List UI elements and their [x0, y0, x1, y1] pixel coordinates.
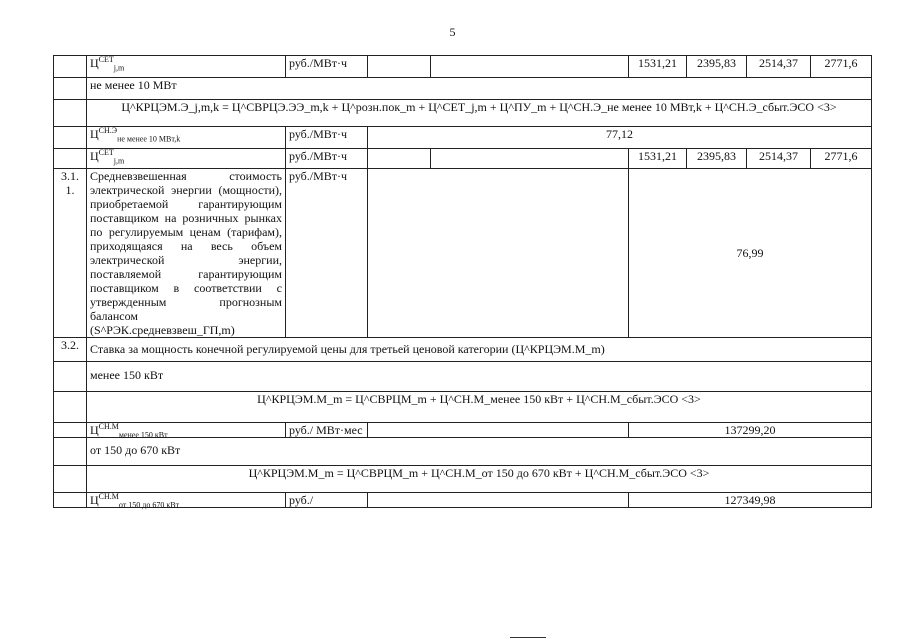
table-row [54, 423, 872, 438]
page-footer-mark [510, 637, 546, 638]
value-cell: 2514,37 [747, 56, 811, 78]
table-row [54, 100, 872, 127]
row-number-cell [54, 466, 87, 493]
section-label: менее 150 кВт [87, 362, 872, 392]
section-heading: Ставка за мощность конечной регулируемой цены для третьей ценовой категории (Ц^КРЦЭМ.М_m) [87, 338, 872, 362]
unit-cell: руб./МВт·ч [286, 169, 368, 338]
empty-cell [431, 56, 629, 78]
value-cell: 77,12 [368, 127, 872, 149]
value-cell: 2771,6 [811, 56, 872, 78]
unit-cell: руб./ МВт·мес [286, 423, 368, 438]
row-number-cell [54, 493, 87, 508]
formula: Ц^КРЦЭМ.М_m = Ц^СВРЦМ_m + Ц^СН.М_менее 150 кВт + Ц^СН.М_сбыт.ЭСО <3> [87, 392, 872, 423]
row-number-cell: 3.1. 1. [54, 169, 87, 338]
value-cell: 2514,37 [747, 149, 811, 169]
formula: Ц^КРЦЭМ.Э_j,m,k = Ц^СВРЦЭ.ЭЭ_m,k + Ц^розн.пок_m + Ц^СЕТ_j,m + Ц^ПУ_m + Ц^СН.Э_не менее 10 МВт,k + Ц^СН.Э_сбыт.ЭСО <3> [87, 100, 872, 127]
row-number-cell [54, 100, 87, 127]
row-number-cell [54, 423, 87, 438]
value-cell: 1531,21 [629, 149, 687, 169]
value-cell: 2771,6 [811, 149, 872, 169]
table-row [54, 127, 872, 149]
empty-cell [368, 149, 431, 169]
empty-cell [368, 493, 629, 508]
page-number: 5 [449, 25, 456, 39]
row-number-cell [54, 149, 87, 169]
symbol-cell: $Ц^{СЕТ}_{j,m}$ [87, 56, 286, 78]
row-number-cell [54, 78, 87, 100]
unit-cell: руб./МВт·ч [286, 56, 368, 78]
table-row [54, 392, 872, 423]
table-row [54, 169, 872, 338]
symbol-cell: $Ц^{СН.М}_{менее 150 кВт}$ [87, 423, 286, 438]
table-row [54, 338, 872, 362]
row-number-cell [54, 362, 87, 392]
empty-cell [368, 423, 629, 438]
row-number-cell [54, 438, 87, 466]
row-number-cell [54, 56, 87, 78]
table-row [54, 56, 872, 78]
balance-symbol: (S^РЭК.средневзвеш_ГП,m) [90, 323, 235, 337]
symbol-cell: $Ц^{СН.М}_{от 150 до 670 кВт}$ [87, 493, 286, 508]
value-cell: 1531,21 [629, 56, 687, 78]
table-row [54, 78, 872, 100]
table-row [54, 438, 872, 466]
formula: Ц^КРЦЭМ.М_m = Ц^СВРЦМ_m + Ц^СН.М_от 150 до 670 кВт + Ц^СН.М_сбыт.ЭСО <3> [87, 466, 872, 493]
symbol-cell: $Ц^{СН.Э}_{не менее 10 МВт,k}$ [87, 127, 286, 149]
description-cell: Средневзвешенная стоимость электрической энергии (мощности), приобретаемой гарантирующим поставщиком на розничных рынках по регулируемым ценам (тарифам), приходящаяся на весь объем электрической энергии, поставляемой гарантирующим поставщиком в соответствии с утвержденным прогнозным балансом (S^РЭК.средневзвеш_ГП,m) [87, 169, 286, 338]
table-row [54, 362, 872, 392]
value-cell: 2395,83 [687, 56, 747, 78]
table-row [54, 149, 872, 169]
section-label: от 150 до 670 кВт [87, 438, 872, 466]
row-number-cell: 3.2. [54, 338, 87, 362]
tariff-table [53, 55, 872, 508]
unit-cell: руб./МВт·ч [286, 127, 368, 149]
empty-cell [368, 56, 431, 78]
unit-cell: руб./ [286, 493, 368, 508]
value-cell: 127349,98 [629, 493, 872, 508]
empty-cell [368, 169, 629, 338]
unit-cell: руб./МВт·ч [286, 149, 368, 169]
value-cell: 137299,20 [629, 423, 872, 438]
value-cell: 76,99 [629, 169, 872, 338]
empty-cell [431, 149, 629, 169]
row-number-cell [54, 392, 87, 423]
row-number-cell [54, 127, 87, 149]
table-row [54, 493, 872, 508]
symbol-cell: $Ц^{СЕТ}_{j,m}$ [87, 149, 286, 169]
section-label: не менее 10 МВт [87, 78, 872, 100]
table-row [54, 466, 872, 493]
value-cell: 2395,83 [687, 149, 747, 169]
